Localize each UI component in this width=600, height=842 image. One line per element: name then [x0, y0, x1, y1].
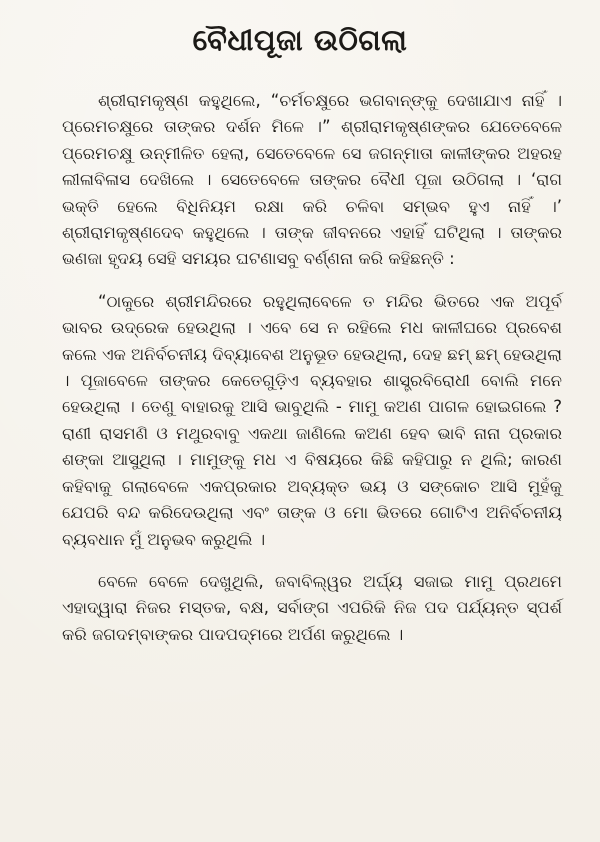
- paragraph-1: ଶ୍ରୀରାମକୃଷ୍ଣ କହୁଥିଲେ, “ଚର୍ମଚକ୍ଷୁରେ ଭଗବାନ୍‌ଙ୍କୁ ଦେଖାଯାଏ ନାହିଁ । ପ୍ରେମଚକ୍ଷୁରେ ତାଙ୍କର ଦର୍ଶନ ମିଳେ ।” ଶ୍ରୀରାମକୃଷ୍ଣଙ୍କର ଯେତେବେଳେ ପ୍ରେମଚକ୍ଷୁ ଉନ୍ମୀଳିତ ହେଲା, ସେତେବେଳେ ସେ ଜଗନ୍ମାତା କାଳୀଙ୍କର ଅହରହ ଲୀଳାବିଳାସ ଦେଖିଲେ । ସେତେବେଳେ ତାଙ୍କର ବୈଧୀ ପୂଜା ଉଠିଗଲା । ‘ରାଗ ଭକ୍ତି ହେଲେ ବିଧିନିୟମ ରକ୍ଷା କରି ଚଳିବା ସମ୍ଭବ ହୁଏ ନାହିଁ ।’ ଶ୍ରୀରାମକୃଷ୍ଣଦେବ କହୁଥିଲେ । ତାଙ୍କ ଜୀବନରେ ଏହାହିଁ ଘଟିଥିଲା । ତାଙ୍କର ଭଣଜା ହୃଦୟ ସେହି ସମୟର ଘଟଣାସବୁ ବର୍ଣ୍ଣନା କରି କହିଛନ୍ତି :: [62, 91, 562, 269]
- page-title: ବୈଧୀପୂଜା ଉଠିଗଲା: [192, 23, 408, 57]
- paragraph-2: “ଠାକୁରେ ଶ୍ରୀମନ୍ଦିରରେ ରହୁଥିଲାବେଳେ ତ ମନ୍ଦିର ଭିତରେ ଏକ ଅପୂର୍ବ ଭାବର ଉଦ୍ରେକ ହେଉଥିଲା । ଏବେ ସେ ନ ରହିଲେ ମଧ କାଳୀଘରେ ପ୍ରବେଶ କଲେ ଏକ ଅନିର୍ବଚନୀୟ ଦିବ୍ୟାବେଶ ଅନୁଭୂତ ହେଉଥିଲା, ଦେହ ଛମ୍ ଛମ୍ ହେଉଥିଲା । ପୂଜାବେଳେ ତାଙ୍କର କେତେଗୁଡ଼ିଏ ବ୍ୟବହାର ଶାସ୍ତ୍ରବିରୋଧୀ ବୋଲି ମନେ ହେଉଥିଲା । ତେଣୁ ବାହାରକୁ ଆସି ଭାବୁଥିଲି - ମାମୁ କଅଣ ପାଗଳ ହୋଇଗଲେ ? ରାଣୀ ରାସମଣି ଓ ମଥୁରବାବୁ ଏକଥା ଜାଣିଲେ କଅଣ ହେବ ଭାବି ନାନା ପ୍ରକାର ଶଙ୍କା ଆସୁଥିଲା । ମାମୁଙ୍କୁ ମଧ ଏ ବିଷୟରେ କିଛି କହିପାରୁ ନ ଥିଲି; କାରଣ କହିବାକୁ ଗଲାବେଳେ ଏକପ୍ରକାର ଅବ୍ୟକ୍ତ ଭୟ ଓ ସଙ୍କୋଚ ଆସି ମୁହଁକୁ ଯେପରି ବନ୍ଦ କରିଦେଉଥିଲା ଏବଂ ତାଙ୍କ ଓ ମୋ ଭିତରେ ଗୋଟିଏ ଅନିର୍ବଚନୀୟ ବ୍ୟବଧାନ ମୁଁ ଅନୁଭବ କରୁଥିଲି ।: [62, 291, 563, 549]
- page-body: [62, 88, 562, 664]
- paragraph-3: ବେଳେ ବେଳେ ଦେଖୁଥିଲି, ଜବାବିଲ୍ୱର ଅର୍ଘ୍ୟ ସଜାଇ ମାମୁ ପ୍ରଥମେ ଏହାଦ୍ୱାରା ନିଜର ମସ୍ତକ, ବକ୍ଷ, ସର୍ବାଙ୍ଗ ଏପରିକି ନିଜ ପଦ ପର୍ଯ୍ୟନ୍ତ ସ୍ପର୍ଶ କରି ଜଗଦମ୍ବାଙ୍କର ପାଦପଦ୍ମରେ ଅର୍ପଣ କରୁଥିଲେ ।: [62, 571, 562, 644]
